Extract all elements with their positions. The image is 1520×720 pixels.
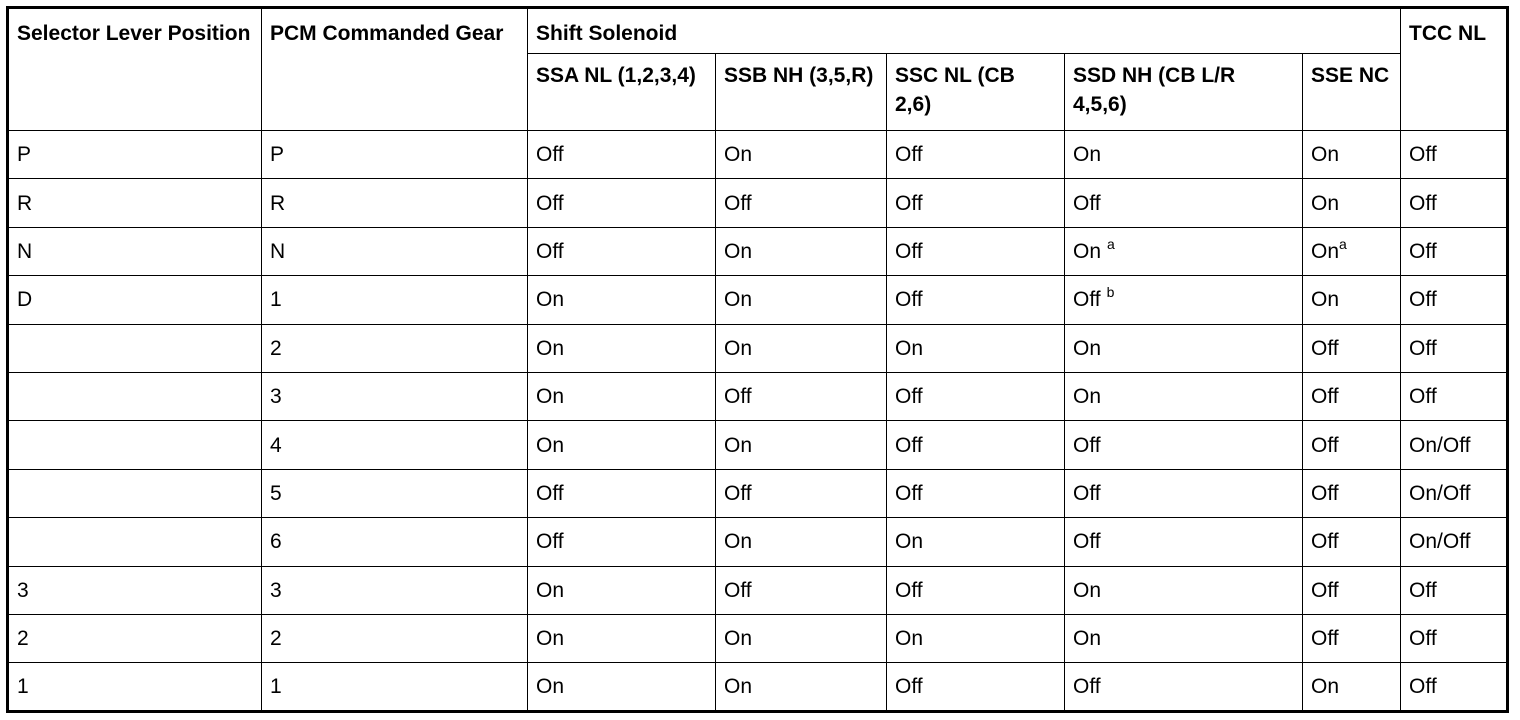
cell-ssb: Off [716, 469, 887, 517]
cell-ssd [1065, 421, 1303, 469]
cell-ssa: Off [528, 179, 716, 227]
cell-gear: 1 [262, 663, 528, 712]
cell-ssb: On [716, 324, 887, 372]
cell-gear: 3 [262, 373, 528, 421]
cell-sse [1303, 469, 1401, 517]
cell-position: N [8, 227, 262, 275]
cell-ssc: Off [887, 566, 1065, 614]
cell-tcc: Off [1401, 373, 1508, 421]
ssd-value: Off [1073, 530, 1101, 554]
cell-ssb: On [716, 276, 887, 324]
cell-ssa: Off [528, 518, 716, 566]
ssd-value: On [1073, 336, 1102, 360]
cell-ssc: On [887, 615, 1065, 663]
cell-tcc: Off [1401, 615, 1508, 663]
table-row [8, 276, 1508, 324]
sse-value: On [1311, 191, 1340, 215]
sse-value: On [1311, 143, 1340, 167]
cell-gear: 3 [262, 566, 528, 614]
cell-tcc: On/Off [1401, 421, 1508, 469]
cell-ssa: On [528, 324, 716, 372]
cell-ssb: On [716, 227, 887, 275]
cell-position: 1 [8, 663, 262, 712]
cell-ssd [1065, 373, 1303, 421]
cell-ssc: On [887, 518, 1065, 566]
cell-ssa: On [528, 566, 716, 614]
header-ssa: SSA NL (1,2,3,4) [528, 54, 716, 131]
cell-ssa: On [528, 663, 716, 712]
cell-ssc: Off [887, 131, 1065, 179]
sse-value: On [1311, 675, 1340, 699]
cell-ssb: Off [716, 373, 887, 421]
cell-position: 2 [8, 615, 262, 663]
header-sse: SSE NC [1303, 54, 1401, 131]
ssd-value: Off [1073, 675, 1101, 699]
cell-ssa: On [528, 421, 716, 469]
cell-tcc: Off [1401, 131, 1508, 179]
cell-ssc: Off [887, 663, 1065, 712]
sse-value: Off [1311, 627, 1339, 651]
header-ssb: SSB NH (3,5,R) [716, 54, 887, 131]
cell-sse [1303, 615, 1401, 663]
table-row [8, 566, 1508, 614]
cell-ssc: Off [887, 179, 1065, 227]
cell-sse [1303, 421, 1401, 469]
cell-ssc: On [887, 324, 1065, 372]
cell-sse [1303, 663, 1401, 712]
cell-position: D [8, 276, 262, 324]
table-row [8, 324, 1508, 372]
cell-position [8, 421, 262, 469]
cell-ssc: Off [887, 227, 1065, 275]
table-row [8, 373, 1508, 421]
sse-value: On [1311, 240, 1340, 264]
cell-sse [1303, 276, 1401, 324]
cell-ssa: Off [528, 227, 716, 275]
ssd-value: Off [1073, 433, 1101, 457]
cell-tcc: Off [1401, 227, 1508, 275]
cell-gear: 2 [262, 324, 528, 372]
sse-value: Off [1311, 385, 1339, 409]
ssd-value: On [1073, 240, 1102, 264]
cell-ssb: On [716, 518, 887, 566]
footnote-marker: a [1339, 236, 1347, 253]
header-row [8, 8, 1508, 54]
cell-ssd [1065, 131, 1303, 179]
cell-tcc: Off [1401, 663, 1508, 712]
ssd-value: On [1073, 385, 1102, 409]
cell-sse [1303, 131, 1401, 179]
cell-ssc: Off [887, 469, 1065, 517]
cell-ssd [1065, 566, 1303, 614]
cell-position [8, 373, 262, 421]
sse-value: Off [1311, 578, 1339, 602]
cell-ssa: On [528, 276, 716, 324]
cell-gear: 6 [262, 518, 528, 566]
cell-ssa: Off [528, 131, 716, 179]
ssd-value: Off [1073, 482, 1101, 506]
cell-gear: R [262, 179, 528, 227]
cell-ssb: On [716, 663, 887, 712]
cell-position [8, 469, 262, 517]
sse-value: Off [1311, 482, 1339, 506]
sse-value: Off [1311, 336, 1339, 360]
cell-gear: 4 [262, 421, 528, 469]
cell-sse [1303, 566, 1401, 614]
shift-solenoid-table [6, 6, 1509, 713]
cell-tcc: Off [1401, 324, 1508, 372]
cell-position: 3 [8, 566, 262, 614]
table-row [8, 179, 1508, 227]
ssd-value: Off [1073, 288, 1101, 312]
header-ssc: SSC NL (CB 2,6) [887, 54, 1065, 131]
cell-gear: N [262, 227, 528, 275]
cell-gear: 2 [262, 615, 528, 663]
footnote-marker: b [1106, 284, 1115, 301]
cell-ssd [1065, 324, 1303, 372]
cell-ssd [1065, 276, 1303, 324]
cell-sse [1303, 373, 1401, 421]
sse-value: On [1311, 288, 1340, 312]
cell-ssd [1065, 518, 1303, 566]
cell-gear: 1 [262, 276, 528, 324]
cell-sse [1303, 179, 1401, 227]
cell-ssd [1065, 227, 1303, 275]
header-shift-solenoid: Shift Solenoid [528, 8, 1401, 54]
cell-tcc: On/Off [1401, 518, 1508, 566]
cell-tcc: Off [1401, 566, 1508, 614]
cell-ssb: Off [716, 179, 887, 227]
table-row [8, 131, 1508, 179]
cell-gear: 5 [262, 469, 528, 517]
cell-ssb: On [716, 421, 887, 469]
cell-ssb: Off [716, 566, 887, 614]
cell-position: R [8, 179, 262, 227]
table-row [8, 227, 1508, 275]
cell-ssc: Off [887, 276, 1065, 324]
ssd-value: On [1073, 627, 1102, 651]
ssd-value: On [1073, 143, 1102, 167]
cell-position [8, 518, 262, 566]
cell-ssd [1065, 663, 1303, 712]
table-row [8, 615, 1508, 663]
header-pcm-commanded-gear: PCM Commanded Gear [262, 8, 528, 131]
cell-ssb: On [716, 131, 887, 179]
cell-tcc: On/Off [1401, 469, 1508, 517]
header-selector-lever-position: Selector Lever Position [8, 8, 262, 131]
cell-ssc: Off [887, 421, 1065, 469]
table-row [8, 421, 1508, 469]
table-row [8, 469, 1508, 517]
table-body [8, 131, 1508, 712]
cell-sse [1303, 227, 1401, 275]
cell-ssa: On [528, 615, 716, 663]
sse-value: Off [1311, 530, 1339, 554]
header-ssd: SSD NH (CB L/R 4,5,6) [1065, 54, 1303, 131]
cell-ssa: Off [528, 469, 716, 517]
cell-ssb: On [716, 615, 887, 663]
cell-position: P [8, 131, 262, 179]
cell-ssc: Off [887, 373, 1065, 421]
cell-ssd [1065, 179, 1303, 227]
cell-ssa: On [528, 373, 716, 421]
cell-sse [1303, 324, 1401, 372]
cell-tcc: Off [1401, 276, 1508, 324]
cell-position [8, 324, 262, 372]
cell-ssd [1065, 615, 1303, 663]
cell-ssd [1065, 469, 1303, 517]
header-tcc: TCC NL [1401, 8, 1508, 131]
cell-tcc: Off [1401, 179, 1508, 227]
footnote-marker: a [1107, 236, 1115, 253]
table-row [8, 518, 1508, 566]
table-row [8, 663, 1508, 712]
ssd-value: On [1073, 578, 1102, 602]
cell-sse [1303, 518, 1401, 566]
ssd-value: Off [1073, 191, 1101, 215]
sse-value: Off [1311, 433, 1339, 457]
cell-gear: P [262, 131, 528, 179]
